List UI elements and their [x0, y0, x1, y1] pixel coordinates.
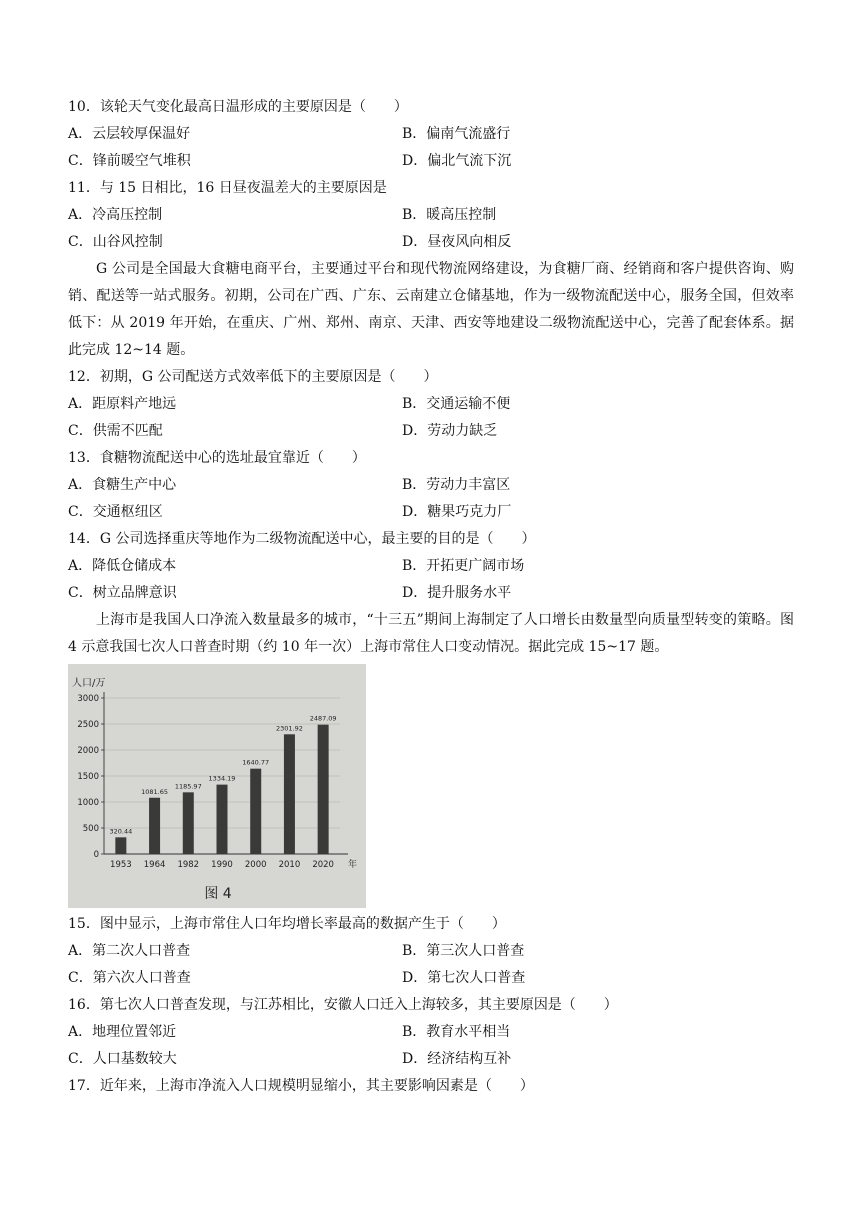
- question-16-stem: 16．第七次人口普查发现，与江苏相比，安徽人口迁入上海较多，其主要原因是（ ）: [68, 997, 618, 1013]
- q13-option-a: A．食糖生产中心: [68, 477, 177, 493]
- q10-option-d: D．偏北气流下沉: [402, 153, 512, 169]
- q14-option-c: C．树立品牌意识: [68, 585, 177, 601]
- q12-option-d: D．劳动力缺乏: [402, 423, 498, 439]
- x-tick-label-2000: 2000: [244, 860, 267, 870]
- y-tick-label: 1000: [77, 798, 99, 808]
- question-13-stem: 13．食糖物流配送中心的选址最宜靠近（ ）: [68, 450, 366, 466]
- q10-option-c: C．锋前暖空气堆积: [68, 153, 191, 169]
- question-11-stem: 11．与 15 日相比，16 日昼夜温差大的主要原因是: [68, 180, 387, 196]
- y-tick-label: 3000: [77, 694, 99, 704]
- data-label-1953: 320.44: [109, 827, 133, 836]
- y-tick-label: 2000: [77, 746, 99, 756]
- figure-4-chart: [68, 664, 366, 908]
- x-tick-label-1990: 1990: [211, 860, 233, 870]
- bar-1990: [217, 785, 228, 854]
- q13-option-b: B．劳动力丰富区: [402, 477, 511, 493]
- question-10-stem: 10．该轮天气变化最高日温形成的主要原因是（ ）: [68, 99, 408, 115]
- q15-option-d: D．第七次人口普查: [402, 970, 526, 986]
- q10-option-b: B．偏南气流盛行: [402, 126, 511, 142]
- x-tick-label-1964: 1964: [143, 860, 166, 870]
- data-label-2000: 1640.77: [242, 758, 270, 767]
- q12-option-c: C．供需不匹配: [68, 423, 163, 439]
- q15-option-b: B．第三次人口普查: [402, 943, 525, 959]
- q16-option-c: C．人口基数较大: [68, 1051, 177, 1067]
- q15-option-c: C．第六次人口普查: [68, 970, 191, 986]
- q12-option-a: A．距原料产地远: [68, 396, 177, 412]
- bar-1953: [115, 837, 126, 854]
- bar-2010: [284, 734, 295, 854]
- question-15-stem: 15．图中显示，上海市常住人口年均增长率最高的数据产生于（ ）: [68, 916, 506, 932]
- question-17-stem: 17．近年来，上海市净流入人口规模明显缩小，其主要影响因素是（ ）: [68, 1078, 534, 1094]
- bar-2000: [250, 769, 261, 854]
- y-tick-label: 500: [82, 824, 99, 834]
- q11-option-d: D．昼夜风向相反: [402, 234, 512, 250]
- data-label-2010: 2301.92: [275, 724, 303, 733]
- q14-option-d: D．提升服务水平: [402, 585, 512, 601]
- passage-shanghai: 上海市是我国人口净流入数量最多的城市，“十三五”期间上海制定了人口增长由数量型向质量型转变的策略。图 4 示意我国七次人口普查时期（约 10 年一次）上海市常住人口变动情况。据此完成 15~17 题。: [68, 612, 794, 655]
- bar-1982: [183, 792, 194, 854]
- x-tick-label-2010: 2010: [278, 860, 301, 870]
- q15-option-a: A．第二次人口普查: [68, 943, 191, 959]
- y-tick-label: 2500: [77, 720, 99, 730]
- passage-g-company: G 公司是全国最大食糖电商平台，主要通过平台和现代物流网络建设，为食糖厂商、经销商和客户提供咨询、购销、配送等一站式服务。初期，公司在广西、广东、云南建立仓储基地，作为一级物流配送中心，服务全国，但效率低下：从 2019 年开始，在重庆、广州、郑州、南京、天津、西安等地建设二级物流配送中心，完善了配套体系。据此完成 12~14 题。: [68, 261, 794, 358]
- q16-option-d: D．经济结构互补: [402, 1051, 512, 1067]
- data-label-1964: 1081.65: [141, 787, 169, 796]
- data-label-2020: 2487.09: [309, 714, 337, 723]
- y-tick-label: 1500: [77, 772, 99, 782]
- figure-caption: 图 4: [204, 886, 232, 902]
- x-tick-label-1953: 1953: [110, 860, 132, 870]
- q11-option-b: B．暖高压控制: [402, 207, 497, 223]
- q11-option-a: A．冷高压控制: [68, 207, 163, 223]
- q13-option-d: D．糖果巧克力厂: [402, 504, 512, 520]
- question-14-stem: 14．G 公司选择重庆等地作为二级物流配送中心，最主要的目的是（ ）: [68, 531, 536, 547]
- data-label-1982: 1185.97: [174, 782, 202, 791]
- x-axis-label: 年: [348, 860, 358, 870]
- y-axis-label: 人口/万: [72, 678, 106, 689]
- bar-1964: [149, 798, 160, 854]
- bar-2020: [318, 725, 329, 854]
- question-12-stem: 12．初期，G 公司配送方式效率低下的主要原因是（ ）: [68, 369, 438, 385]
- x-tick-label-1982: 1982: [177, 860, 200, 870]
- q12-option-b: B．交通运输不便: [402, 396, 511, 412]
- q16-option-b: B．教育水平相当: [402, 1024, 511, 1040]
- x-tick-label-2020: 2020: [312, 860, 334, 870]
- data-label-1990: 1334.19: [208, 774, 236, 783]
- q14-option-a: A．降低仓储成本: [68, 558, 177, 574]
- population-bar-chart: [68, 664, 366, 908]
- q10-option-a: A．云层较厚保温好: [68, 126, 191, 142]
- y-tick-label: 0: [93, 850, 99, 860]
- q14-option-b: B．开拓更广阔市场: [402, 558, 525, 574]
- q16-option-a: A．地理位置邻近: [68, 1024, 177, 1040]
- q11-option-c: C．山谷风控制: [68, 234, 163, 250]
- q13-option-c: C．交通枢纽区: [68, 504, 163, 520]
